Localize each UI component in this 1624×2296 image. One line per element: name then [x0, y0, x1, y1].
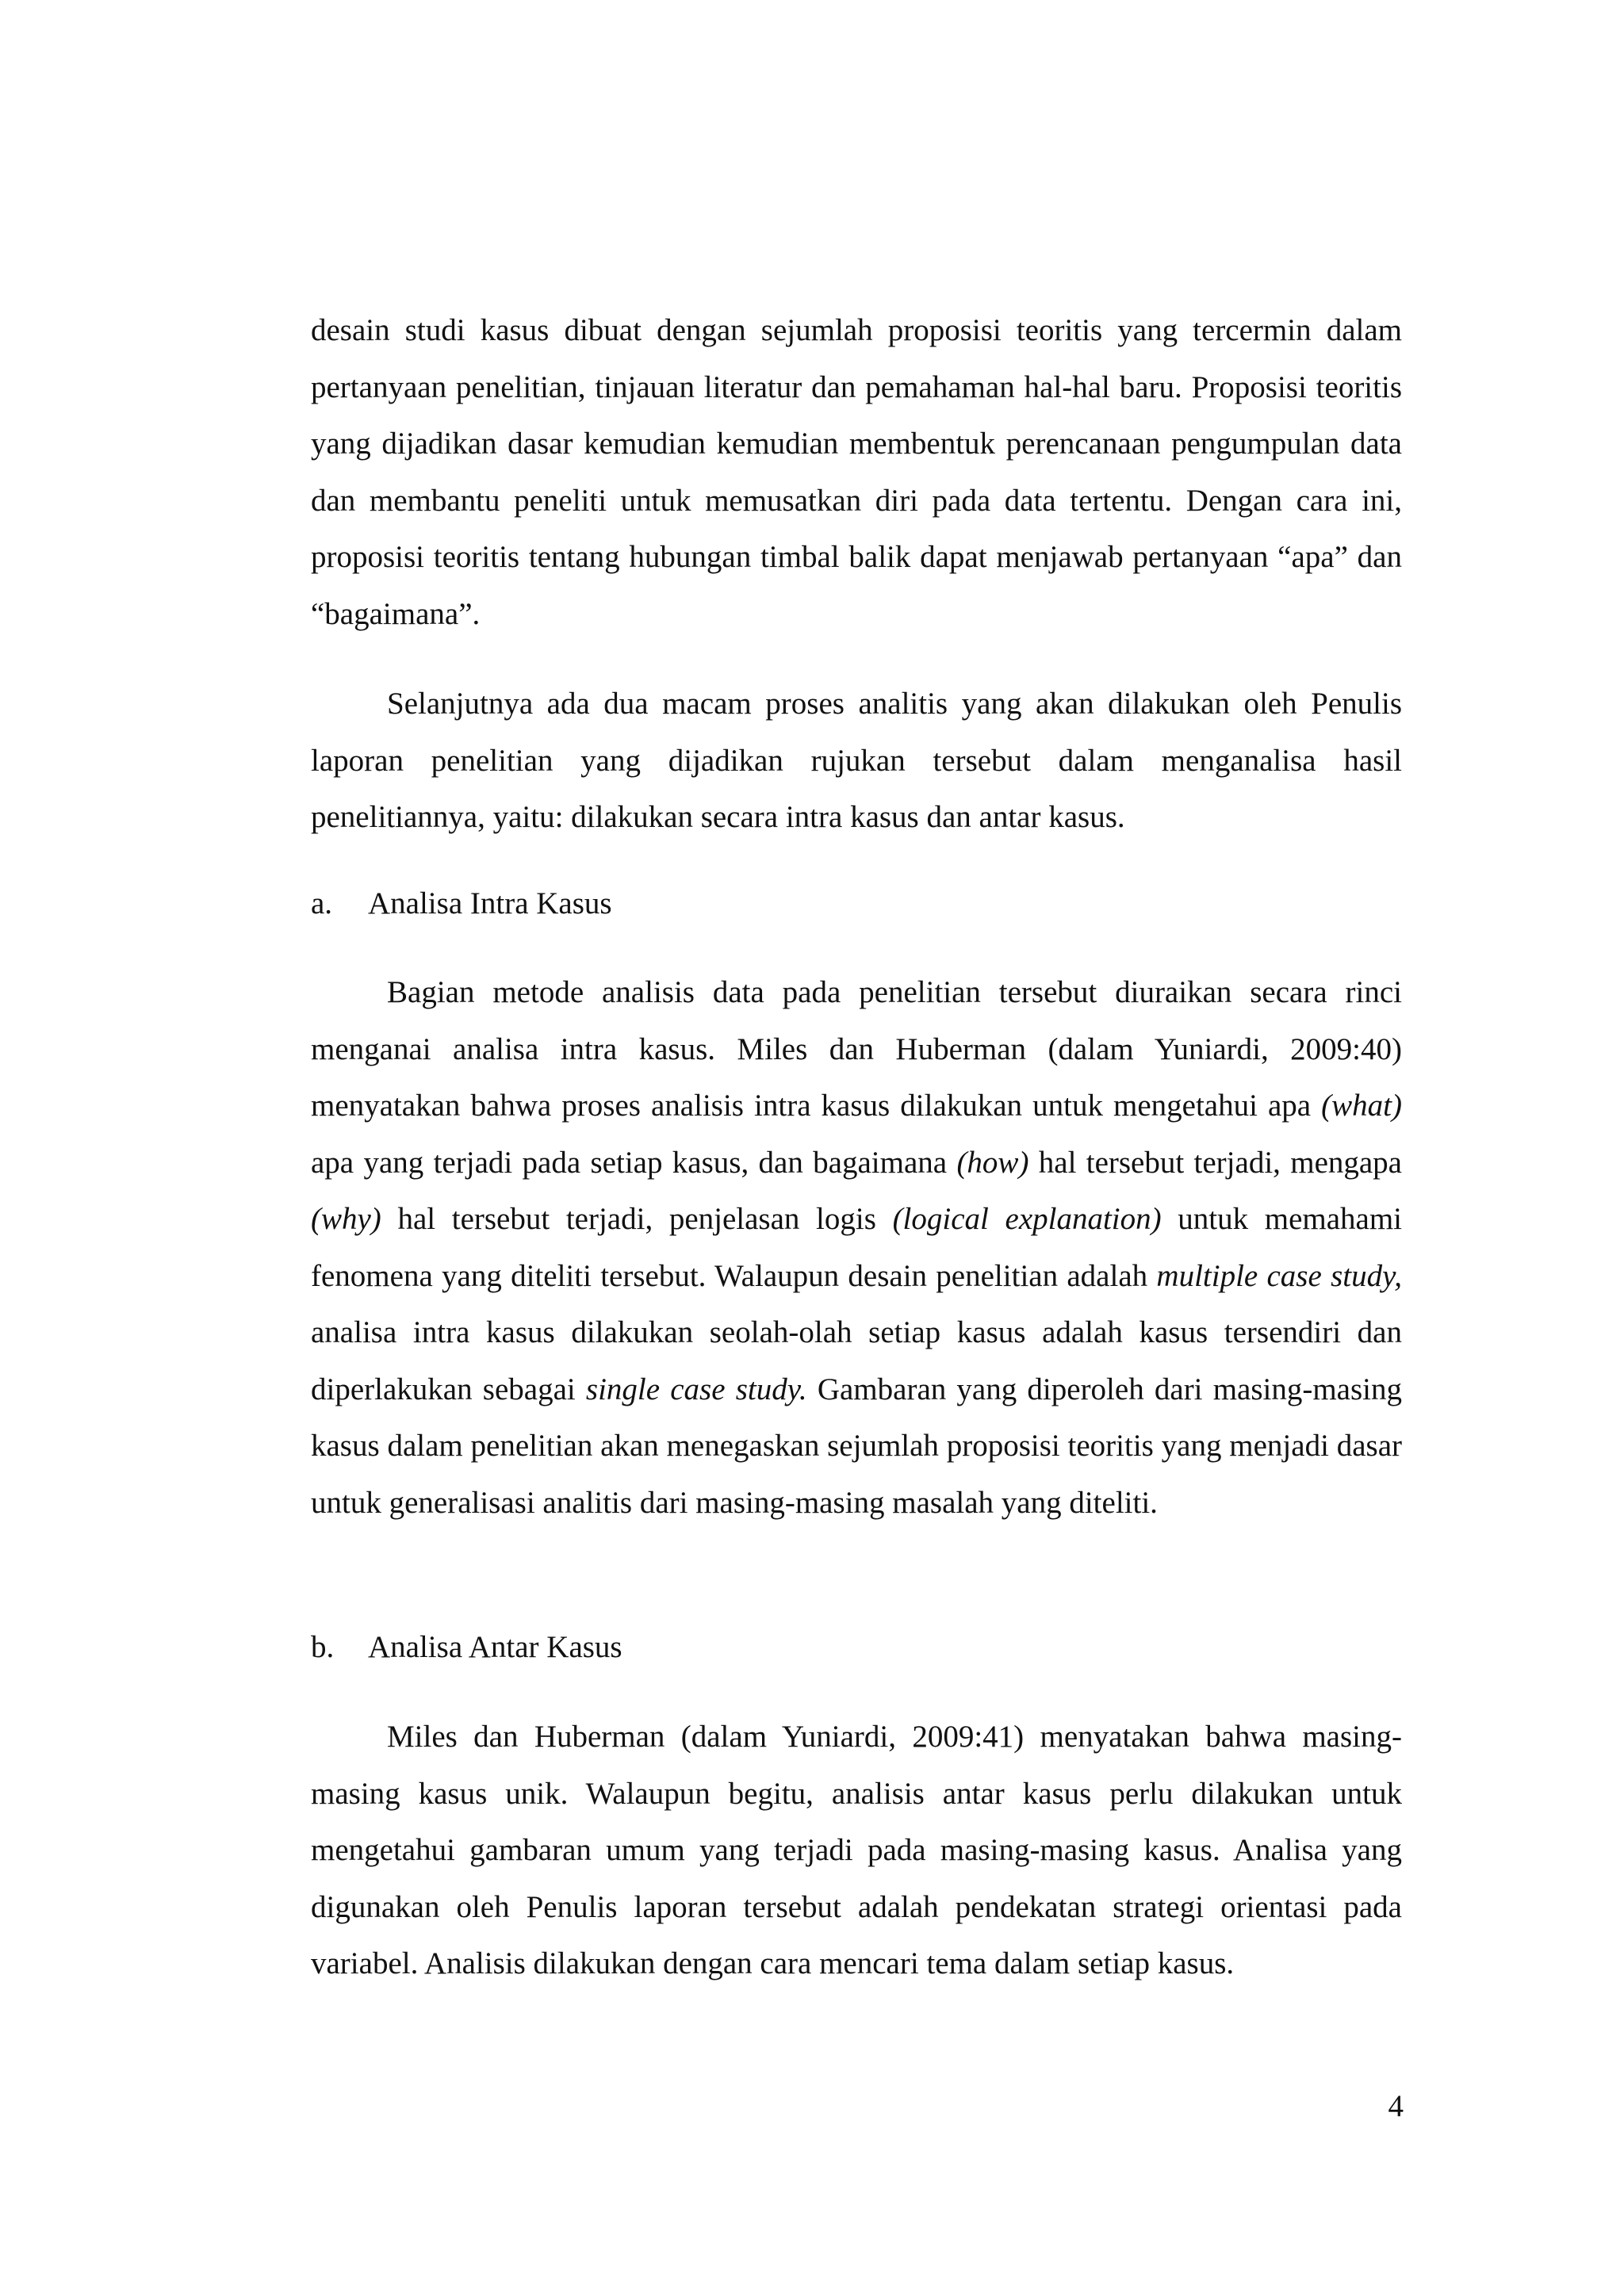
intra-case-text-2: apa yang terjadi pada setiap kasus, dan bagaimana: [311, 1145, 957, 1180]
italic-term-logical-explanation: (logical explanation): [892, 1202, 1162, 1236]
italic-term-single-case-study: single case study.: [585, 1372, 807, 1406]
intra-case-text-7: Gambaran yang diperoleh dari masing-masing kasus dalam penelitian akan menegaskan sejumlah proposisi teoritis yang menjadi dasar untuk generalisasi analitis dari masing-masing masalah yang diteliti.: [311, 1372, 1403, 1520]
italic-term-how: (how): [956, 1145, 1029, 1180]
intra-case-text-5: untuk memahami fenomena yang diteliti tersebut. Walaupun desain penelitian adalah: [311, 1202, 1403, 1293]
italic-term-why: (why): [311, 1202, 381, 1236]
section-marker-a: a.: [311, 886, 333, 920]
intra-case-text-1: Bagian metode analisis data pada penelitian tersebut diuraikan secara rinci menganai analisa intra kasus. Miles dan Huberman (dalam Yuniardi, 2009:40) menyatakan bahwa proses analisis intra kasus dilakukan untuk mengetahui apa: [311, 975, 1402, 1123]
section-title-b: Analisa Antar Kasus: [368, 1630, 622, 1664]
paragraph-intra-case: [311, 964, 1402, 1531]
intra-case-text-3: hal tersebut terjadi, mengapa: [1028, 1145, 1402, 1180]
section-title-a: Analisa Intra Kasus: [368, 886, 612, 920]
italic-term-multiple-case-study: multiple case study,: [1156, 1258, 1402, 1293]
section-heading-a: [311, 875, 612, 932]
section-marker-b: b.: [311, 1630, 335, 1664]
paragraph-continuation: desain studi kasus dibuat dengan sejumlah proposisi teoritis yang tercermin dalam pertanyaan penelitian, tinjauan literatur dan pemahaman hal-hal baru. Proposisi teoritis yang dijadikan dasar kemudian kemudian membentuk perencanaan pengumpulan data dan membantu peneliti untuk memusatkan diri pada data tertentu. Dengan cara ini, proposisi teoritis tentang hubungan timbal balik dapat menjawab pertanyaan “apa” dan “bagaimana”.: [311, 313, 1402, 631]
intra-case-text-4: hal tersebut terjadi, penjelasan logis: [381, 1202, 893, 1236]
paragraph-cross-case: Miles dan Huberman (dalam Yuniardi, 2009:41) menyatakan bahwa masing-masing kasus unik. Walaupun begitu, analisis antar kasus perlu dilakukan untuk mengetahui gambaran umum yang terjadi pada masing-masing kasus. Analisa yang digunakan oleh Penulis laporan tersebut adalah pendekatan strategi orientasi pada variabel. Analisis dilakukan dengan cara mencari tema dalam setiap kasus.: [311, 1720, 1402, 1980]
paragraph-analytic-process: Selanjutnya ada dua macam proses analitis yang akan dilakukan oleh Penulis laporan penelitian yang dijadikan rujukan tersebut dalam menganalisa hasil penelitiannya, yaitu: dilakukan secara intra kasus dan antar kasus.: [311, 687, 1402, 834]
intra-case-text-6: analisa intra kasus dilakukan seolah-olah setiap kasus adalah kasus tersendiri dan diperlakukan sebagai: [311, 1315, 1402, 1406]
page-number: 4: [1388, 2089, 1404, 2123]
italic-term-what: (what): [1321, 1089, 1402, 1123]
section-heading-b: [311, 1619, 622, 1676]
